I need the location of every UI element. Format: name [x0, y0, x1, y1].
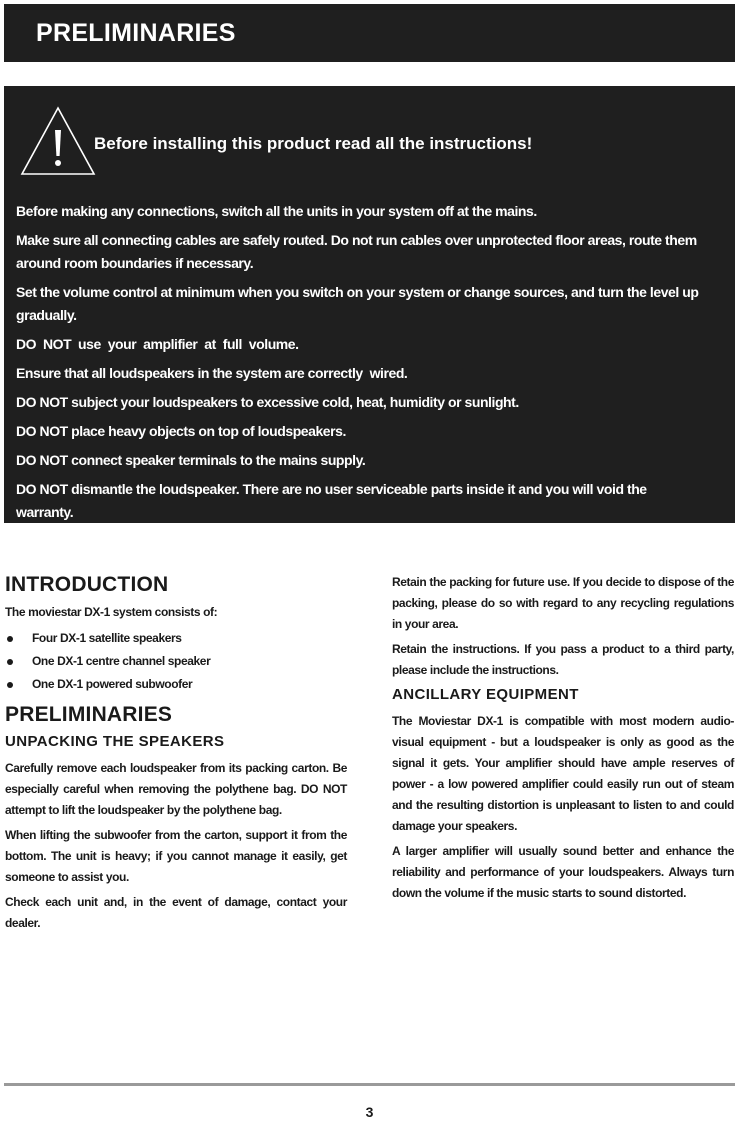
unpacking-paragraph: Carefully remove each loudspeaker from its packing carton. Be especially careful when removing the polythene bag. DO NOT attempt to lift the loudspeaker by the polythene bag. — [5, 761, 347, 817]
warning-list — [16, 200, 706, 530]
warning-item: DO NOT use your amplifier at full volume. — [16, 336, 299, 352]
warning-item: DO NOT place heavy objects on top of loudspeakers. — [16, 423, 346, 439]
bullet-icon — [7, 659, 13, 665]
page-number: 3 — [365, 1104, 374, 1120]
ancillary-paragraph: A larger amplifier will usually sound better and enhance the reliability and performance of your loudspeakers. Always turn down the volume if the music starts to sound distorted. — [392, 844, 734, 900]
ancillary-heading: ANCILLARY EQUIPMENT — [392, 686, 579, 703]
header-bar — [4, 4, 735, 62]
unpacking-paragraph: Check each unit and, in the event of damage, contact your dealer. — [5, 895, 347, 930]
warning-title: Before installing this product read all the instructions! — [94, 134, 533, 153]
introduction-list — [5, 627, 347, 696]
list-item-text: One DX-1 centre channel speaker — [32, 654, 211, 668]
warning-box — [4, 86, 735, 523]
bullet-icon — [7, 636, 13, 642]
warning-item: Ensure that all loudspeakers in the system are correctly wired. — [16, 365, 408, 381]
list-item-text: Four DX-1 satellite speakers — [32, 631, 182, 645]
unpacking-paragraph: When lifting the subwoofer from the carton, support it from the bottom. The unit is heavy; if you cannot manage it easily, get someone to assist you. — [5, 828, 347, 884]
warning-item: DO NOT connect speaker terminals to the mains supply. — [16, 452, 366, 468]
preliminaries-heading: PRELIMINARIES — [5, 703, 173, 726]
left-column — [5, 572, 347, 938]
footer-divider — [4, 1083, 735, 1086]
list-item — [5, 650, 347, 673]
warning-item: Before making any connections, switch all the units in your system off at the mains. — [16, 203, 537, 219]
introduction-heading: INTRODUCTION — [5, 573, 169, 596]
warning-item: Set the volume control at minimum when you switch on your system or change sources, and turn the level up gradually. — [16, 284, 699, 323]
unpacking-heading: UNPACKING THE SPEAKERS — [5, 733, 225, 750]
warning-item: DO NOT dismantle the loudspeaker. There are no user serviceable parts inside it and you will void the warranty. — [16, 481, 647, 520]
warning-item: DO NOT subject your loudspeakers to excessive cold, heat, humidity or sunlight. — [16, 394, 519, 410]
page-title: PRELIMINARIES — [36, 19, 236, 47]
list-item — [5, 627, 347, 650]
right-column — [392, 572, 734, 908]
warning-triangle-icon — [19, 104, 97, 178]
bullet-icon — [7, 682, 13, 688]
ancillary-paragraph: The Moviestar DX-1 is compatible with most modern audio-visual equipment - but a loudspeaker is only as good as the signal it gets. Your amplifier should have ample reserves of power - a low powered amplifier could easily run out of steam and the resulting distortion is unpleasant to listen to and could damage your speakers. — [392, 714, 734, 833]
introduction-lead: The moviestar DX-1 system consists of: — [5, 605, 218, 619]
list-item — [5, 673, 347, 696]
list-item-text: One DX-1 powered subwoofer — [32, 677, 193, 691]
warning-item: Make sure all connecting cables are safely routed. Do not run cables over unprotected floor areas, route them around room boundaries if necessary. — [16, 232, 697, 271]
packing-paragraph: Retain the packing for future use. If you decide to dispose of the packing, please do so with regard to any recycling regulations in your area. — [392, 575, 734, 631]
instructions-paragraph: Retain the instructions. If you pass a product to a third party, please include the instructions. — [392, 642, 734, 677]
